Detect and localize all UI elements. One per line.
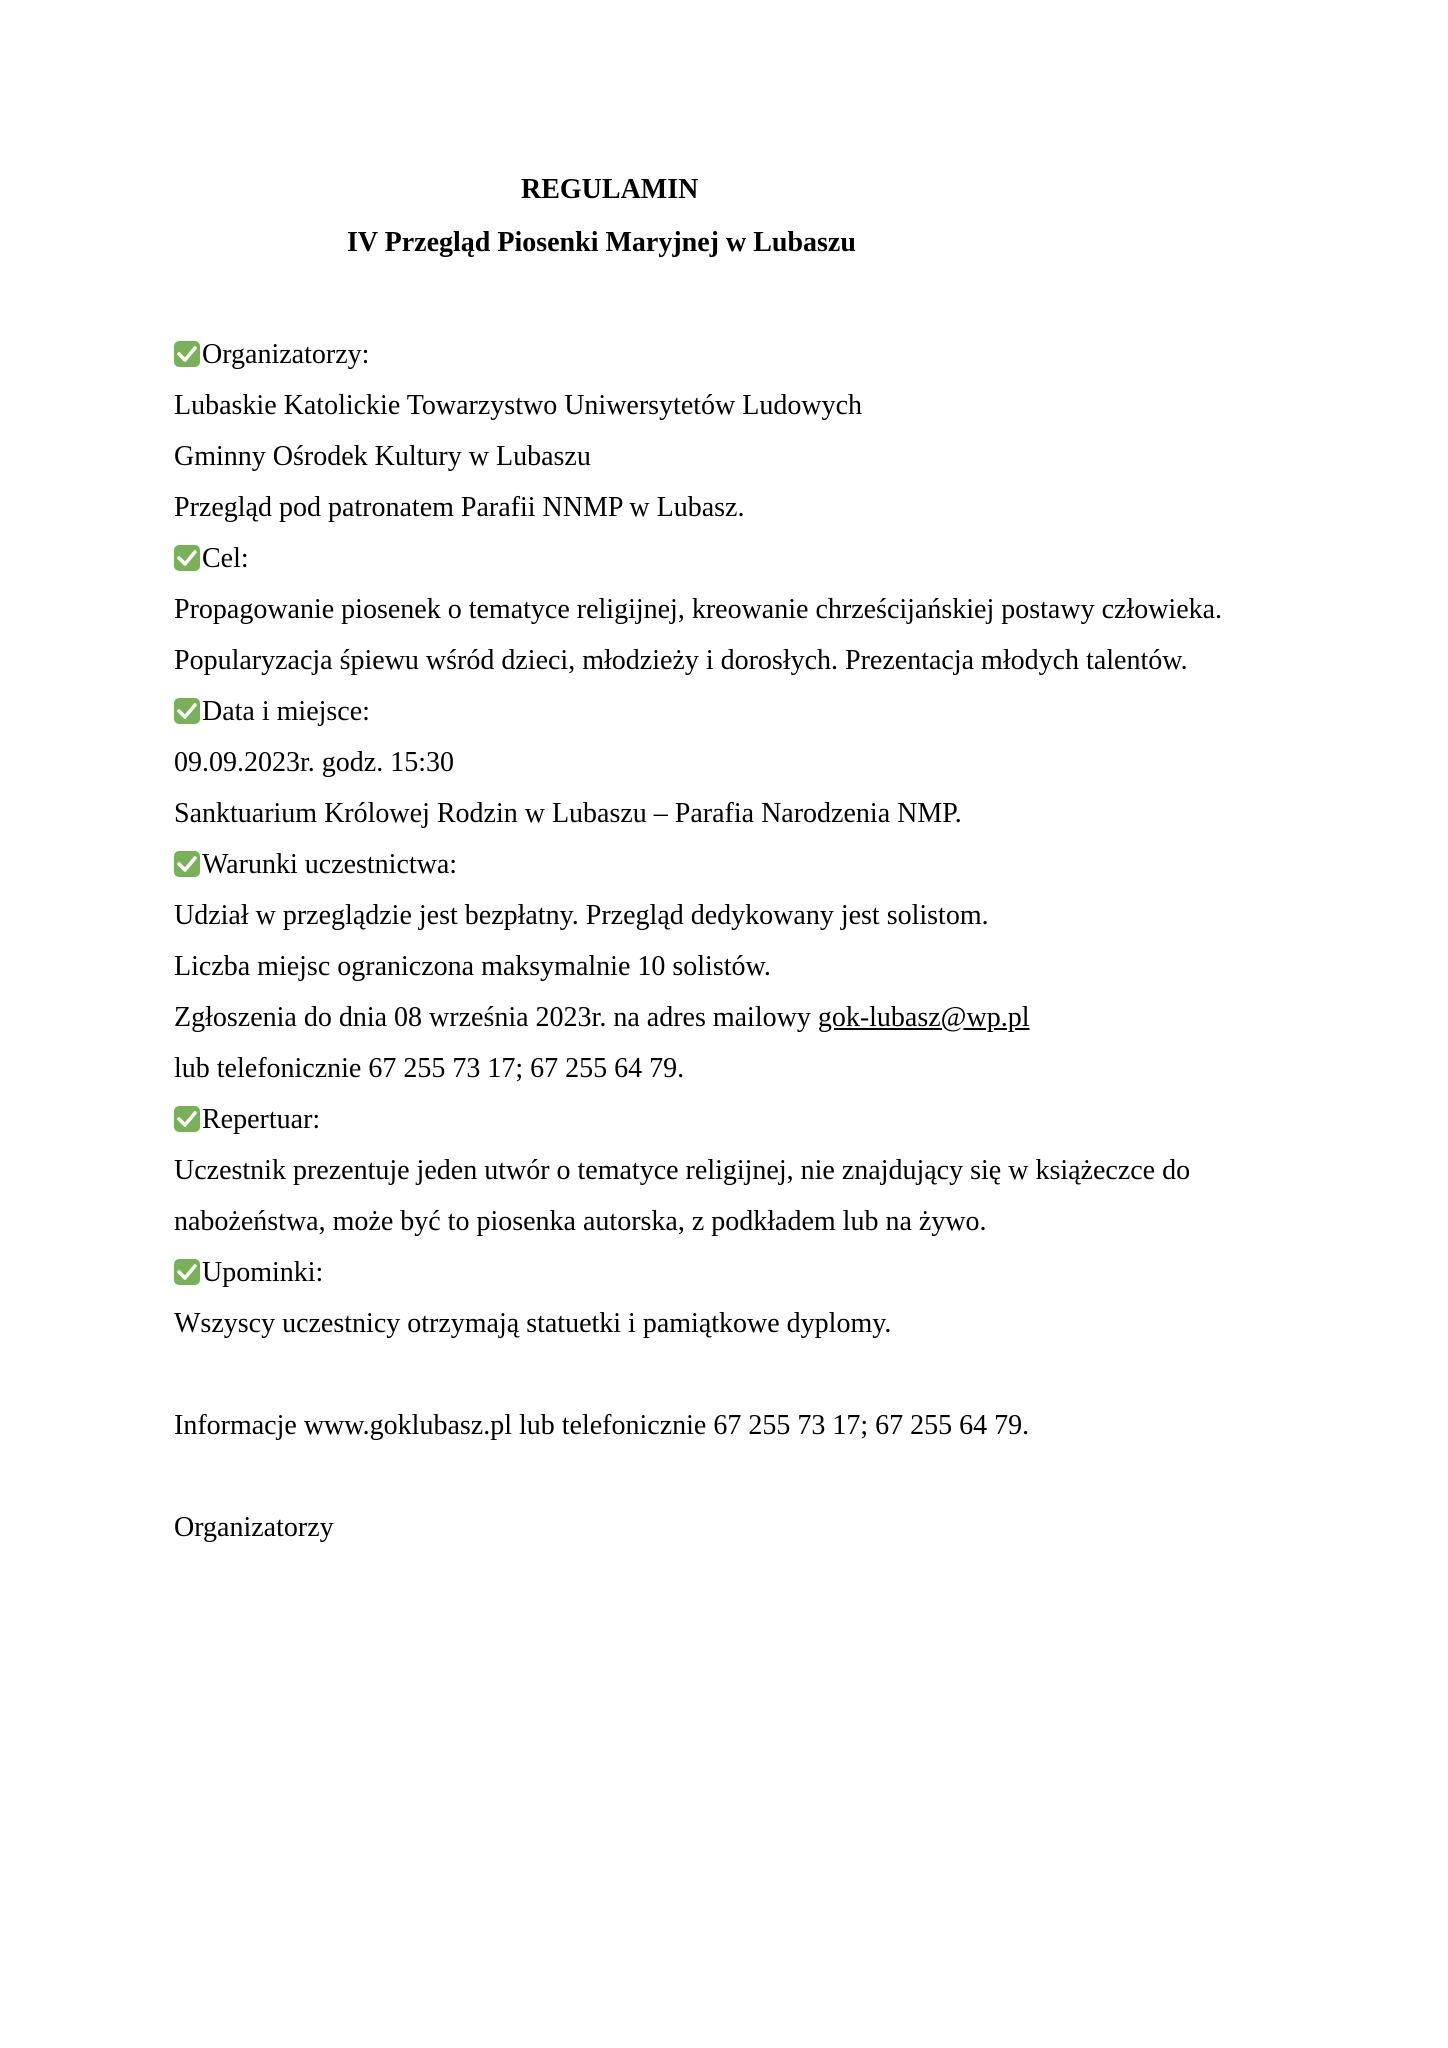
section-heading-organizers: Organizatorzy: [174, 329, 1324, 380]
check-mark-icon [174, 851, 200, 877]
info-line: Informacje www.goklubasz.pl lub telefonicznie 67 255 73 17; 67 255 64 79. [174, 1410, 1030, 1441]
date-line: 09.09.2023r. godz. 15:30 [174, 747, 454, 778]
repertoire-line: Uczestnik prezentuje jeden utwór o tematyce religijnej, nie znajdujący się w książeczce do [174, 1155, 1191, 1186]
goal-line: Popularyzacja śpiewu wśród dzieci, młodzieży i dorosłych. Prezentacja młodych talentów. [174, 645, 1188, 676]
check-mark-icon [174, 698, 200, 724]
signature: Organizatorzy [174, 1512, 334, 1543]
check-mark-icon [174, 1259, 200, 1285]
check-mark-icon [174, 545, 200, 571]
registration-line: Zgłoszenia do dnia 08 września 2023r. na adres mailowy gok-lubasz@wp.pl [174, 1002, 1030, 1033]
conditions-line: Liczba miejsc ograniczona maksymalnie 10 solistów. [174, 951, 771, 982]
document-title: REGULAMIN [521, 174, 699, 205]
goal-line: Propagowanie piosenek o tematyce religijnej, kreowanie chrześcijańskiej postawy człowieka. [174, 594, 1223, 625]
document-body [174, 329, 1324, 1553]
section-heading-repertoire: Repertuar: [174, 1094, 1324, 1145]
repertoire-line: nabożeństwa, może być to piosenka autorska, z podkładem lub na żywo. [174, 1206, 987, 1237]
spacer [174, 1451, 1324, 1502]
check-mark-icon [174, 341, 200, 367]
place-line: Sanktuarium Królowej Rodzin w Lubaszu – Parafia Narodzenia NMP. [174, 798, 962, 829]
spacer [174, 1349, 1324, 1400]
organizer-line: Lubaskie Katolickie Towarzystwo Uniwersytetów Ludowych [174, 390, 863, 421]
document-subtitle: IV Przegląd Piosenki Maryjnej w Lubaszu [347, 227, 856, 258]
check-mark-icon [174, 1106, 200, 1132]
section-heading-gifts: Upominki: [174, 1247, 1324, 1298]
section-heading-goal: Cel: [174, 533, 1324, 584]
organizer-line: Gminny Ośrodek Kultury w Lubaszu [174, 441, 591, 472]
organizer-line: Przegląd pod patronatem Parafii NNMP w Lubasz. [174, 492, 745, 523]
section-heading-date-place: Data i miejsce: [174, 686, 1324, 737]
gifts-line: Wszyscy uczestnicy otrzymają statuetki i pamiątkowe dyplomy. [174, 1308, 892, 1339]
email-link[interactable]: gok-lubasz@wp.pl [817, 1002, 1030, 1033]
conditions-line: Udział w przeglądzie jest bezpłatny. Przegląd dedykowany jest solistom. [174, 900, 989, 931]
section-heading-conditions: Warunki uczestnictwa: [174, 839, 1324, 890]
phone-line: lub telefonicznie 67 255 73 17; 67 255 64 79. [174, 1053, 685, 1084]
